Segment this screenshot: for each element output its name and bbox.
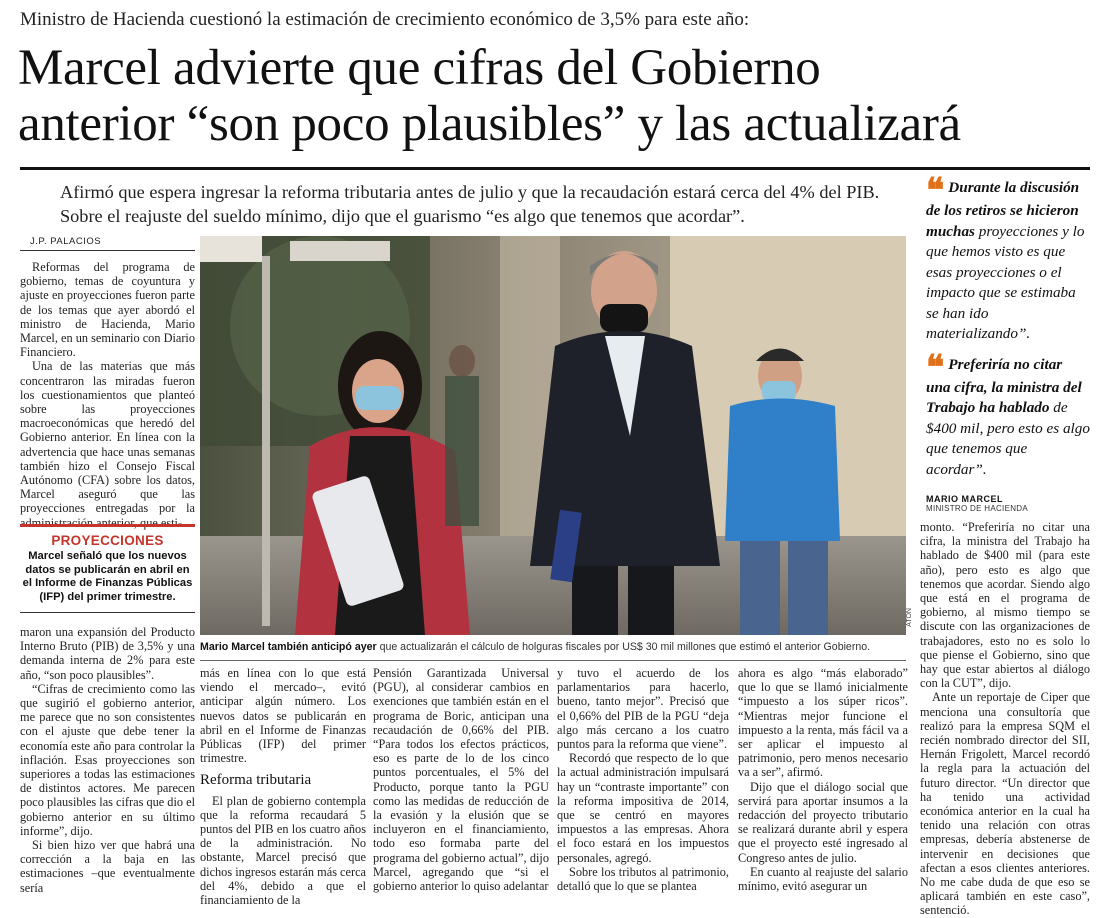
- photo-caption: [200, 641, 906, 654]
- article-photo: [200, 236, 906, 635]
- paragraph: Si bien hizo ver que habrá una corrección a la baja en las estimaciones –que eventualmente sería: [20, 838, 195, 895]
- deck: Afirmó que espera ingresar la reforma tributaria antes de julio y que la recaudación estará cerca del 4% del PIB. Sobre el reajuste del sueldo mínimo, dijo que el guarismo “es algo que tenemos que acordar”.: [60, 182, 880, 226]
- box-text: Marcel señaló que los nuevos datos se publicarán en abril en el Informe de Finanzas Públicas (IFP) del primer trimestre.: [22, 550, 193, 603]
- column-2: [200, 666, 366, 907]
- caption-lead: Mario Marcel también anticipó ayer: [200, 641, 377, 653]
- headline: [18, 40, 1093, 152]
- quote-bold: Preferiría no citar una cifra, la ministra del Trabajo ha hablado: [926, 355, 1082, 416]
- paragraph: Una de las materias que más concentraron las miradas fueron los cuestionamientos que planteó sobre las proyecciones macroeconómicas que heredó del Gobierno anterior. En línea con la advertencia que hace unas semanas también hizo el Consejo Fiscal Autónomo (CFA) sobre los datos, Marcel aseguró que las proyecciones entregadas por la administración anterior, que esti-: [20, 359, 195, 530]
- caption-text: que actualizarán el cálculo de holguras fiscales por US$ 30 mil millones que estimó el anterior Gobierno.: [376, 641, 871, 653]
- photo-illustration: [200, 236, 906, 635]
- column-1-bottom: [20, 625, 195, 895]
- byline: J.P. PALACIOS: [30, 236, 102, 247]
- paragraph: monto. “Preferiría no citar una cifra, la ministra del Trabajo ha hablado de $400 mil (para este año), pero esto es algo que tenemos que acordar. Siendo algo que está en el programa de gobierno, al mismo tiempo se discute con las organizaciones de trabajadores, esto no es solo lo que piense el Gobierno, sino que hay que estar abiertos al diálogo con la CUT”, dijo.: [920, 520, 1090, 691]
- headline-line-1: Marcel advierte que cifras del Gobierno: [18, 40, 821, 96]
- column-6: [920, 520, 1090, 918]
- quote-source-name: MARIO MARCEL: [926, 494, 1003, 504]
- column-4: [557, 666, 729, 893]
- paragraph: y tuvo el acuerdo de los parlamentarios para hacerlo, bueno, tanto mejor”. Precisó que el 0,66% del PIB de la PGU “deja algo más cercano a los cuatro puntos para la reforma que viene”.: [557, 666, 729, 752]
- headline-rule: [20, 167, 1090, 170]
- byline-rule: [20, 250, 195, 251]
- quote-mark-icon: ❝: [926, 347, 945, 388]
- paragraph: Sobre los tributos al patrimonio, detalló que lo que se plantea: [557, 864, 729, 894]
- paragraph: Pensión Garantizada Universal (PGU), al considerar cambios en exenciones que también están en el programa de Boric, anticipan una recaudación de 0,66% del PIB. “Para todos los efectos prácticos, eso es parte de lo de los cinco puntos porcentuales, el 5% del Producto, porque tanto la PGU como las medidas de reducción de la evasión y la elusión que se incluyeron en el financiamiento, todo eso formaba parte del programa del gobierno actual”, dijo Marcel, agregando que “si el gobierno anterior lo quiso adelantar: [373, 666, 549, 894]
- paragraph: Ante un reportaje de Ciper que menciona una consultoría que realizó para la empresa SQM el recién nombrado director del SII, Hernán Frigolett, Marcel recordó la regla para la actuación del futuro director. “Un director que ha tenido una actividad económica anterior en la cual ha tenido una relación con otras empresas, debería abstenerse de intervenir en decisiones que afectan a esos clientes anteriores. No me cabe duda de que eso se aplicará también en este caso”, sentenció.: [920, 690, 1090, 918]
- paragraph: Reformas del programa de gobierno, temas de coyuntura y ajuste en proyecciones fueron parte de los temas que ayer abordó el ministro de Hacienda, Mario Marcel, en un seminario con Diario Financiero.: [20, 260, 195, 360]
- box-title: PROYECCIONES: [51, 533, 164, 548]
- column-5: [738, 666, 908, 893]
- quote-text: de $400 mil, pero esto es algo que tenemos que acordar”.: [926, 399, 1090, 478]
- pull-quote-1: [926, 171, 1090, 345]
- paragraph: Recordó que respecto de lo que la actual administración impulsará hay un “contraste importante” con la reforma impositiva de 2014, que se centró en mayores impuestos a las empresas. Ahora el foco estará en los impuestos personales, agregó.: [557, 751, 729, 865]
- paragraph: Dijo que el diálogo social que servirá para aportar insumos a la redacción del proyecto tributario se realizará durante abril y espera que el proyecto esté ingresado al Congreso antes de julio.: [738, 779, 908, 865]
- column-1-top: [20, 260, 195, 530]
- paragraph: “Cifras de crecimiento como las que sugirió el gobierno anterior, me parece que no son consistentes con el ajuste que debe tener la economía este año para controlar la inflación. Esas proyecciones son superiores a todas las estimaciones de distintos actores. Me parecen poco plausibles las cifras que dio el gobierno anterior en su último informe”, dijo.: [20, 681, 195, 838]
- paragraph: En cuanto al reajuste del salario mínimo, evitó asegurar un: [738, 864, 908, 894]
- column-3: [373, 666, 549, 893]
- paragraph: El plan de gobierno contempla que la reforma recaudará 5 puntos del PIB en los cuatro años de la administración. No obstante, Marcel precisó que dichos ingresos estarán más cerca del 4%, debido a que el financiamiento de la: [200, 793, 366, 908]
- kicker: Ministro de Hacienda cuestionó la estimación de crecimiento económico de 3,5% para este año:: [20, 9, 750, 30]
- quote-bold: Durante la discusión de los retiros se hicieron muchas: [926, 179, 1080, 240]
- headline-line-2: anterior “son poco plausibles” y las actualizará: [18, 96, 961, 152]
- proyecciones-box: [20, 524, 195, 613]
- quote-source-role: MINISTRO DE HACIENDA: [926, 504, 1029, 513]
- paragraph: más en línea con lo que está viendo el mercado–, evitó anticipar algún número. Los nuevos datos se publicarán en abril en el Informe de Finanzas Públicas (IFP) del primer trimestre.: [200, 666, 366, 766]
- quote-mark-icon: ❝: [926, 171, 945, 211]
- pull-quote-2: [926, 347, 1090, 481]
- pull-quotes: [926, 171, 1090, 513]
- subheading: Reforma tributaria: [200, 772, 312, 789]
- paragraph: ahora es algo “más elaborado” que lo que se llamó inicialmente “impuesto a los súper ricos”. “Mientras mejor funcione el impuesto a la renta, más fácil va a ser aplicar el impuesto al patrimonio, pero menos necesario va a ser”, afirmó.: [738, 666, 908, 780]
- photo-credit: ATON: [906, 608, 913, 627]
- caption-rule: [200, 660, 906, 661]
- paragraph: maron una expansión del Producto Interno Bruto (PIB) de 3,5% y una demanda interna de 2% para este año, “son poco plausibles”.: [20, 625, 195, 682]
- quote-text: proyecciones y lo que hemos visto es que esas proyecciones o el impacto que se estimaba se han ido materializando”.: [926, 222, 1085, 342]
